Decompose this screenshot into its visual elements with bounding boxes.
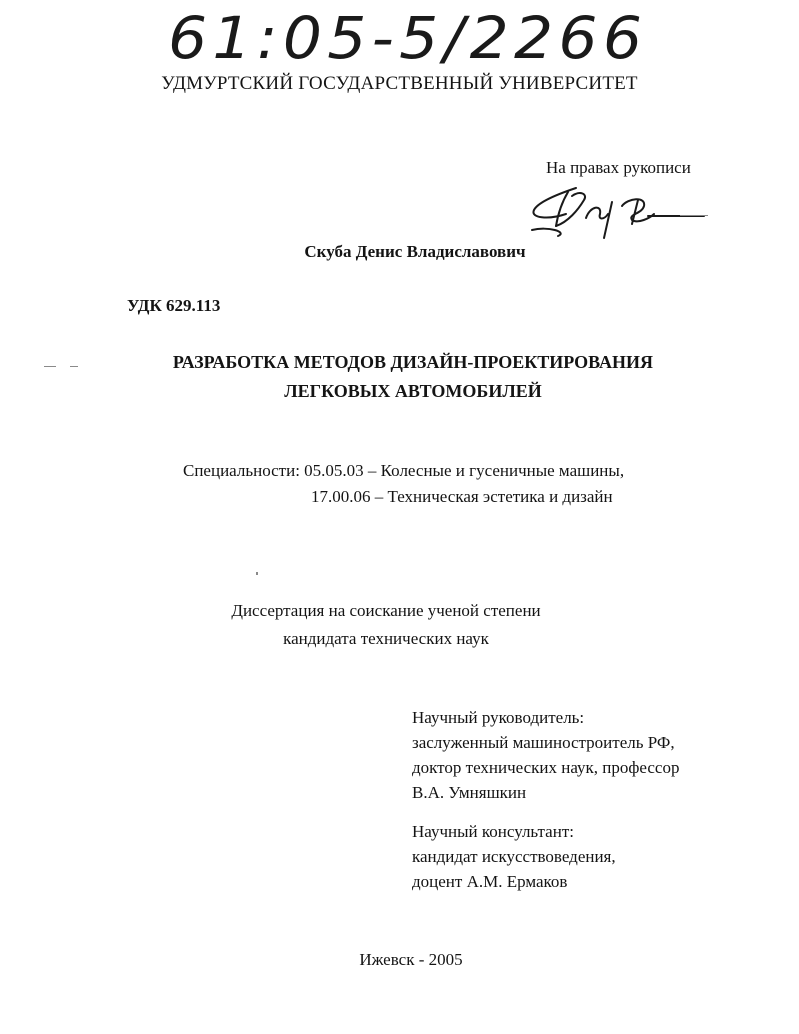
scientific-consultant bbox=[412, 819, 616, 894]
specialty-line: Специальности: 05.05.03 – Колесные и гусеничные машины, bbox=[183, 461, 625, 480]
scan-speck bbox=[680, 215, 708, 216]
advisor-line: заслуженный машиностроитель РФ, bbox=[412, 733, 675, 752]
manuscript-rights-note: На правах рукописи bbox=[546, 158, 691, 177]
scan-speck bbox=[256, 572, 258, 575]
advisor-name: В.А. Умняшкин bbox=[412, 783, 527, 802]
handwritten-archive-number: 61:05-5/2266 bbox=[168, 4, 648, 72]
udc-code: УДК 629.113 bbox=[127, 296, 221, 315]
advisor-line: доктор технических наук, профессор bbox=[412, 758, 680, 777]
scan-speck bbox=[44, 366, 56, 367]
city-year: Ижевск - 2005 bbox=[359, 950, 463, 969]
dissertation-title-line: РАЗРАБОТКА МЕТОДОВ ДИЗАЙН-ПРОЕКТИРОВАНИЯ bbox=[172, 352, 654, 372]
degree-statement bbox=[0, 597, 772, 653]
author-name: Скуба Денис Владиславович bbox=[304, 242, 526, 261]
scientific-advisor bbox=[412, 705, 679, 805]
dissertation-title-line: ЛЕГКОВЫХ АВТОМОБИЛЕЙ bbox=[284, 381, 542, 401]
signature-icon bbox=[528, 180, 718, 240]
university-name: УДМУРТСКИЙ ГОСУДАРСТВЕННЫЙ УНИВЕРСИТЕТ bbox=[161, 73, 638, 94]
consultant-heading: Научный консультант: bbox=[412, 822, 574, 841]
consultant-line: кандидат искусствоведения, bbox=[412, 847, 616, 866]
degree-line: кандидата технических наук bbox=[283, 629, 489, 648]
consultant-name: доцент А.М. Ермаков bbox=[412, 872, 568, 891]
scan-speck bbox=[70, 366, 78, 367]
degree-line: Диссертация на соискание ученой степени bbox=[231, 601, 541, 620]
dissertation-title bbox=[0, 348, 799, 406]
specialty-line: 17.00.06 – Техническая эстетика и дизайн bbox=[311, 487, 613, 506]
advisor-heading: Научный руководитель: bbox=[412, 708, 585, 727]
